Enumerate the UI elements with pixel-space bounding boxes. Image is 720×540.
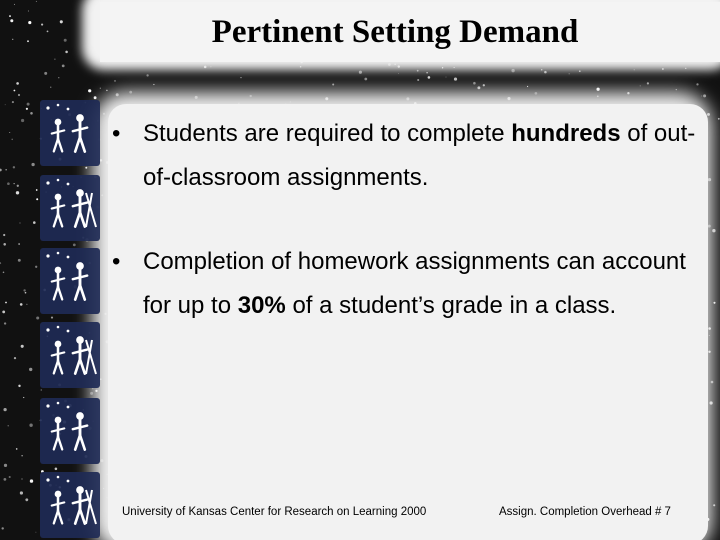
bullet-item [112, 240, 712, 328]
star [4, 478, 7, 481]
bullet-emphasis: hundreds [511, 120, 621, 147]
star [701, 95, 702, 96]
star [696, 83, 698, 85]
star [332, 83, 334, 85]
star [713, 504, 715, 506]
star [2, 311, 5, 314]
star [23, 397, 24, 398]
star [18, 259, 21, 262]
bullet-emphasis: 30% [237, 292, 286, 319]
star [35, 532, 36, 533]
star [23, 289, 25, 291]
star [16, 82, 19, 85]
star [446, 77, 447, 78]
star [527, 86, 528, 87]
parent-child-icon [40, 248, 100, 314]
star [62, 65, 65, 68]
star [85, 167, 87, 169]
star [18, 243, 20, 245]
star [3, 243, 6, 246]
student-easel-icon [40, 398, 100, 464]
star [11, 139, 12, 140]
star [54, 59, 55, 60]
star [12, 101, 14, 103]
star [3, 408, 6, 411]
star [454, 78, 457, 81]
star [5, 302, 7, 304]
star [21, 119, 24, 122]
star [359, 71, 362, 74]
star [51, 317, 53, 319]
star [18, 385, 20, 387]
star [647, 82, 649, 84]
star [16, 448, 18, 450]
star [50, 87, 51, 88]
star [4, 464, 7, 467]
star [18, 94, 20, 96]
star [712, 229, 715, 232]
star [426, 72, 427, 73]
star [20, 303, 23, 306]
star [36, 189, 38, 191]
star [544, 71, 547, 74]
star [14, 357, 16, 359]
star [473, 82, 476, 85]
star [14, 4, 15, 5]
star [29, 368, 32, 371]
star [20, 223, 21, 224]
star [9, 132, 10, 133]
star [417, 70, 419, 72]
star [153, 84, 154, 85]
star [25, 292, 27, 294]
star [718, 118, 720, 120]
star [417, 79, 419, 81]
footer-overhead-number: Assign. Completion Overhead # 7 [499, 506, 671, 518]
star [100, 88, 101, 89]
bullet-text [112, 240, 712, 328]
star [676, 89, 677, 90]
star [21, 345, 24, 348]
star [483, 84, 485, 86]
star [20, 491, 23, 494]
star [26, 108, 28, 110]
star [36, 198, 38, 200]
star [28, 11, 29, 12]
star [36, 1, 37, 2]
star [21, 478, 22, 479]
footer-credit: University of Kansas Center for Research on Learning 2000 [122, 506, 427, 518]
star [65, 51, 68, 54]
star [31, 163, 34, 166]
star [41, 389, 42, 390]
star [3, 234, 5, 236]
star [30, 112, 33, 115]
star [9, 476, 11, 478]
star [240, 77, 241, 78]
star [640, 85, 641, 86]
bullet-text-end: of out-of-classroom assignments. [143, 120, 696, 191]
star [33, 221, 36, 224]
star [477, 86, 480, 89]
star [5, 104, 6, 105]
bullet-text [112, 112, 712, 200]
hands-up-icon [40, 472, 100, 538]
star [13, 166, 15, 168]
star [17, 185, 19, 187]
star [364, 78, 367, 81]
star [27, 103, 30, 106]
star [29, 424, 32, 427]
star [579, 70, 581, 72]
star [26, 304, 27, 305]
star [58, 77, 59, 78]
bullet-item [112, 112, 712, 200]
star [703, 94, 706, 97]
star [14, 183, 15, 184]
star [4, 322, 6, 324]
star [35, 266, 37, 268]
bullet-marker: • [112, 120, 121, 147]
bullet-text-end: of a student’s grade in a class. [285, 292, 617, 319]
star [713, 302, 715, 304]
bullet-marker: • [112, 248, 121, 275]
star [569, 73, 570, 74]
star [94, 96, 97, 99]
star [7, 182, 10, 185]
star [25, 498, 28, 501]
star [13, 90, 15, 92]
star [21, 455, 22, 456]
teacher-students-icon [40, 100, 100, 166]
star [36, 316, 39, 319]
star [106, 90, 108, 92]
star [596, 88, 599, 91]
star [8, 425, 9, 426]
bullet-text-start: Completion of homework assignments can account for up to [143, 248, 686, 319]
star [114, 80, 116, 82]
slide-title: Pertinent Setting Demand [211, 14, 579, 50]
group-ladder-icon [40, 322, 100, 388]
family-easel-icon [40, 175, 100, 241]
star [73, 244, 76, 247]
star [44, 72, 47, 75]
star [428, 76, 431, 79]
star [55, 468, 58, 471]
star [398, 73, 399, 74]
star [6, 169, 7, 170]
star [88, 89, 91, 92]
star [16, 191, 19, 194]
star [1, 527, 3, 529]
star [30, 479, 33, 482]
star [3, 272, 5, 274]
bullet-list [112, 112, 712, 328]
star [146, 74, 148, 76]
bullet-text-start: Students are required to complete [143, 120, 512, 147]
